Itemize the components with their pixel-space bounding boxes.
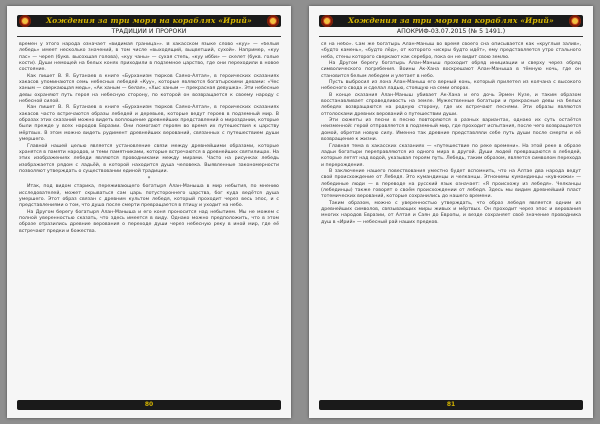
right-page-footer — [319, 400, 583, 410]
left-emblem-icon — [19, 15, 31, 27]
paragraph: Главной нашей целью является установление связи между древнейшими образами, которые хранятся в памяти народов, и теми памятниками, которые встречаются в древнейших святилищах. На этих изображениях лебеди являются проводниками между мирами. Часто на рисунках лебедь изображается рядом с ладьёй, в которой находится душа человека. Выявленные закономерности позволяют утверждать о существовании единой традиции. — [19, 143, 279, 174]
paragraph: Итак, под видом старика, переживающего богатыря Алан-Маныша в мир небытия, по мнению исследователей, может скрываться сам царь потустороннего царства, бог куда ведётся душа умершего. Этот образ связан с древним культом лебедя, который проходит через весь эпос, и с представлениями о том, что душа после смерти превращается в птицу и уходит на небо. — [19, 184, 279, 209]
paragraph: Как пишет В. Я. Бутанаев в книге «Бурханизм тюрков Саяно-Алтая», в героических сказаниях хакасов упоминаются семь небесных лебедей «Куу», которые являются богатырскими девами: «Чес ханым — сверкающая медь», «Ак ханым — белая», «Хыс ханым — прекрасная девушка». Эти небесные девы охраняют путь героя на небесную сторону, по которой он возвращается к своему народу с небесной силой. — [19, 73, 279, 105]
paragraph: Эти сюжеты из песни в песню повторяются в разных вариантах, однако их суть остаётся неизменной: герой отправляется в подземный мир, где проходит испытания, после чего возвращается домой, обретая новую силу. Именно так древние представляли себе путь души после смерти и её возвращение к жизни. — [321, 118, 581, 143]
left-page — [7, 6, 291, 418]
right-page-header — [319, 15, 583, 37]
left-page-body — [19, 42, 279, 392]
left-page-header — [17, 15, 281, 37]
section-divider: * — [147, 176, 151, 183]
right-header-title: Хождения за три моря на кораблях «Ирий» — [348, 16, 554, 25]
paragraph: В заключение нашего повествования уместно будет вспомнить, что на Алтае два народа ведут свой происхождение от Лебедя. Это кумандинцы и челканцы. Этнонимы кумандинцы «кув-кижи» — лебединые люди — в переводе на русский язык означает: «Я происхожу из лебедя». Челканцы (лебединцы) также говорят о своём происхождении от лебедя. Здесь мы видим древнейший пласт тотемических верований, которые сохранились до нашего времени. — [321, 168, 581, 200]
paragraph: Кан пишет В. Я. Бутанаев в книге «Бурханизм тюрков Саяно-Алтая», в героических сказаниях хакасов часто встречаются образы лебедей и деревьев, которые ведут героев в подземный мир. В образах этих сказаний можно видеть воплощение древнейших представлений о мироздании, которые были прежде у всех народов Евразии. Они помогают героям во время их путешествия к царству мёртвых. В этом можно видеть рудимент древнейших верований, связанных с путешествием души умершего. — [19, 105, 279, 143]
left-header-banner — [17, 15, 281, 27]
paragraph: На Другом берегу богатырь Алан-Маныш проходит обряд инициации и сверху через обряд символического погребения. Воины Ак-Хана воскрешают Алан-Маныша в тёмную ночь, где он становится белым лебедем и улетает в небо. — [321, 61, 581, 79]
left-header-title: Хождения за три моря на кораблях «Ирий» — [46, 16, 252, 25]
right-emblem-icon — [569, 15, 581, 27]
paragraph: В конце сказания Алан-Маныш убивает Ак-Хана и его дочь Эрмен Кузе, и таким образом восстанавливает справедливость на земле. Мужественные богатыри и прекрасные девы на белых лебедях возвращаются на родную сторону, где их встречают песнями. Эти образы являются отголосками древних верований о путешествии души. — [321, 92, 581, 117]
paragraph: Таким образом, можно с уверенностью утверждать, что образ лебедя является одним из древнейших символов, связывающих миры живых и мёртвых. Он проходит через эпос и верования многих народов Евразии, от Алтая и Саян до Европы, и везде сохраняет своё значение проводника душ в «Ирий» — небесный рай наших предков. — [321, 200, 581, 225]
left-emblem-icon — [321, 15, 333, 27]
right-page — [309, 6, 593, 418]
right-page-body — [321, 42, 581, 392]
paragraph: Главная тема в хакасских сказаниях — «путешествие по реке времени». На этой реке в образе ладьи богатыри переправляются из одного мира в другой. Души людей превращаются в лебедей, которые летят над водой, указывая героям путь. Лебедь, таким образом, является символом перехода и перерождения. — [321, 143, 581, 168]
paragraph: Пусть выбросил из лона Алан-Маныш его верный конь, который прилетел из колчана с высокого небесного свода и сделал ладью, стоящую на семи опорах. — [321, 80, 581, 92]
right-header-banner — [319, 15, 583, 27]
right-section-title: АПОКРИФ-03.07.2015 (№ 5 1491.) — [319, 27, 583, 37]
paragraph: ся на небо». Сам же богатырь Алан-Маныш во время своего сна описывается как «круглый залив», «будто камень», «будто лёд», от которого «искры будто идёт», ему представляется утро стального неба, стены которого сверкают как серебро, пока он не видит свою землю. — [321, 42, 581, 60]
right-page-number: 81 — [446, 401, 456, 408]
left-section-title: ТРАДИЦИИ И ПРОРОКИ — [17, 27, 281, 37]
left-page-number: 80 — [144, 401, 154, 408]
left-page-footer — [17, 400, 281, 410]
right-emblem-icon — [267, 15, 279, 27]
paragraph: На Другом берегу богатыря Алан-Маныша и его коня проносится над небытием. Мы не можем с полной уверенностью сказать, что здесь имеется в виду. Однако можно предположить, что в этом образе отразились древние верования о переходе души через небесную реку в иной мир, где её встречают предки и божества. — [19, 209, 279, 234]
paragraph: времён у этого народа означает «видимая граница»». В хакасском языке слово «куу» — «белый лебедь» имеет несколько значений, в том числе «выходящий, выцветший, сухой». Например, «куу пас» — череп (букв. высохшая голова), «куу чаны» — сухая степь, «куу ибби» — скелет (букв. голые кости). Души немощей на белых конях приходили в подземное царство, где они переходили в новое состояние. — [19, 42, 279, 73]
